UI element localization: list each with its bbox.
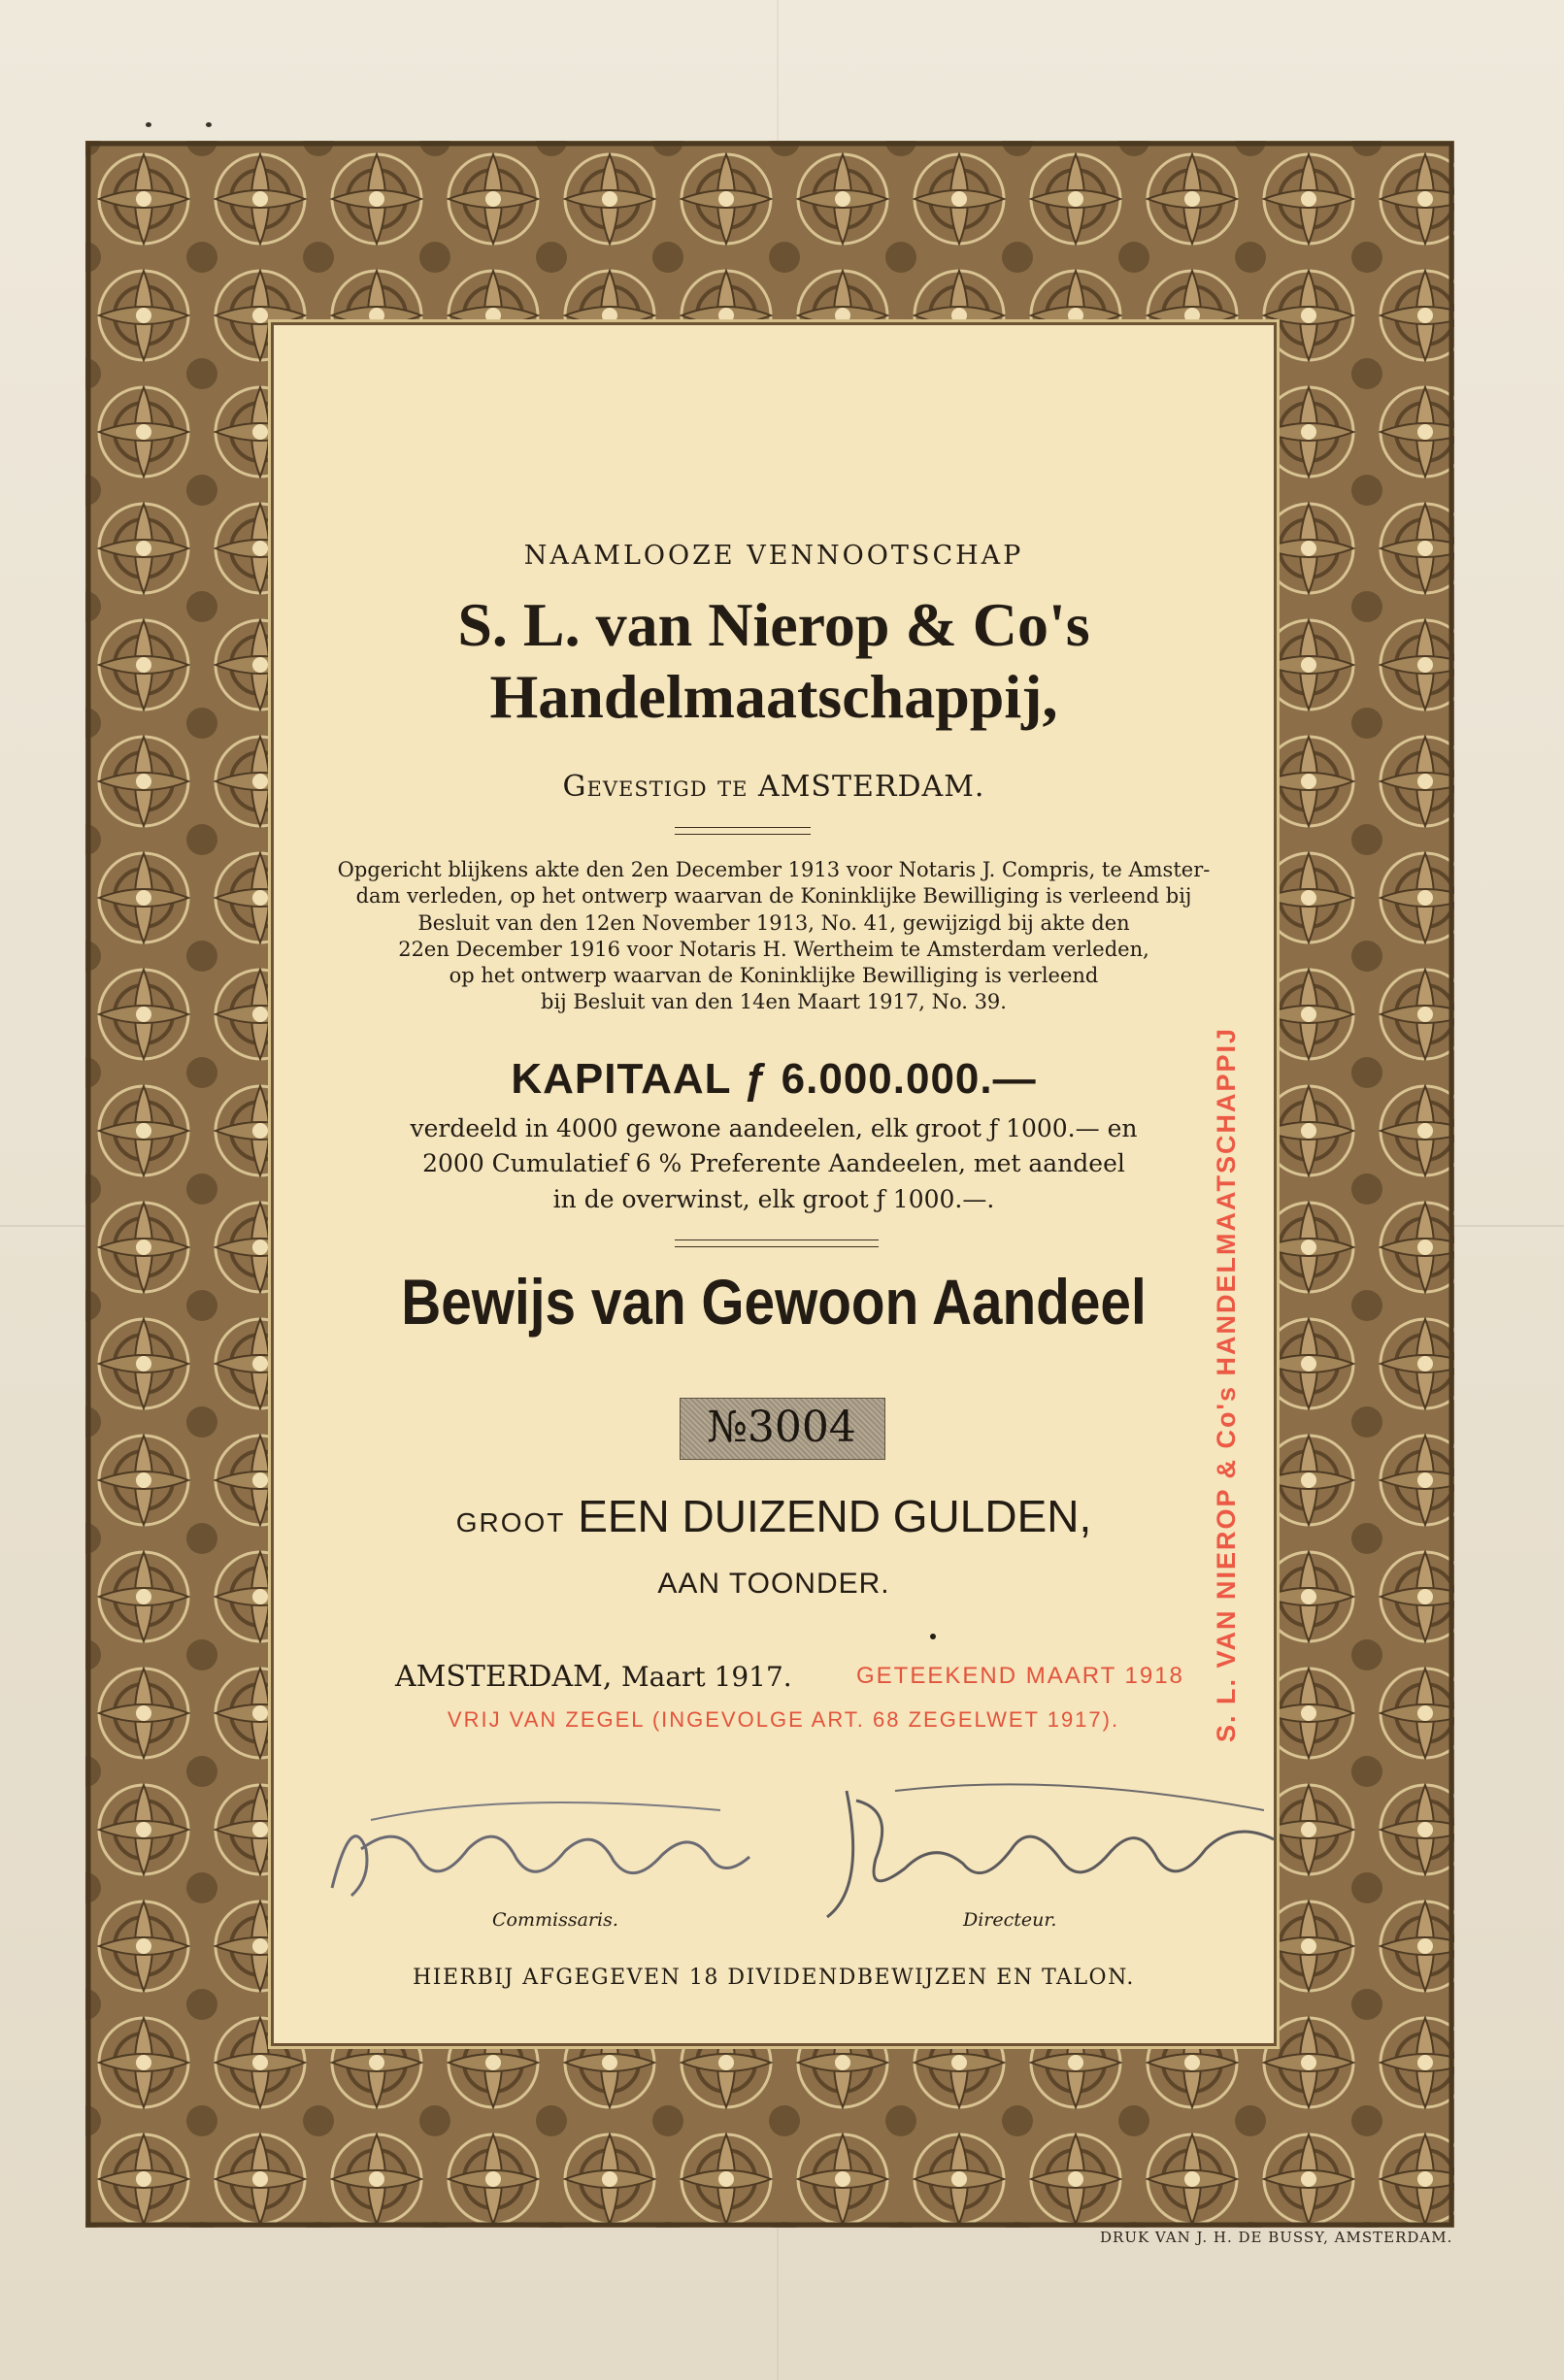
founding-line: op het ontwerp waarvan de Koninklijke Bewilliging is verleend <box>449 964 1099 988</box>
company-vertical-stamp: S. L. VAN NIEROP & Co's HANDELMAATSCHAPPIJ <box>1212 1027 1241 1742</box>
certificate-number: №3004 <box>707 1403 856 1452</box>
company-name-line2: Handelmaatschappij, <box>489 662 1058 732</box>
founding-text <box>274 857 1274 1016</box>
certificate-title: Bewijs van Gewoon Aandeel <box>401 1266 1147 1338</box>
capital-amount: KAPITAAL ƒ 6.000.000.— <box>511 1055 1037 1103</box>
founding-line: 22en December 1916 voor Notaris H. Wertheim te Amsterdam verleden, <box>398 937 1149 961</box>
dot-mark <box>930 1634 936 1639</box>
issue-place: AMSTERDAM, <box>395 1660 613 1694</box>
issue-place-date <box>395 1660 792 1694</box>
issue-date: Maart 1917. <box>620 1661 792 1693</box>
founding-line: Besluit van den 12en November 1913, No. 41, gewijzigd bij akte den <box>417 910 1130 935</box>
stamp-duty-note: VRIJ VAN ZEGEL (INGEVOLGE ART. 68 ZEGELWET 1917). <box>447 1707 1120 1732</box>
founding-line: bij Besluit van den 14en Maart 1917, No. 39. <box>541 990 1007 1014</box>
company-type: NAAMLOOZE VENNOOTSCHAP <box>523 541 1024 571</box>
division-line: verdeeld in 4000 gewone aandeelen, elk groot ƒ 1000.— en <box>410 1114 1138 1142</box>
certificate-content <box>274 325 1274 2043</box>
company-name <box>274 589 1274 733</box>
bearer-text: AAN TOONDER. <box>657 1568 890 1600</box>
divider <box>675 1240 879 1247</box>
punch-hole <box>206 122 212 127</box>
division-line: 2000 Cumulatief 6 % Preferente Aandeelen, met aandeel <box>422 1149 1125 1178</box>
division-line: in de overwinst, elk groot ƒ 1000.—. <box>552 1184 995 1213</box>
value-prefix: GROOT <box>455 1507 566 1537</box>
role-directeur: Directeur. <box>963 1909 1057 1931</box>
signature-directeur-icon <box>817 1771 1283 1927</box>
divider <box>675 827 811 835</box>
founding-line: dam verleden, op het ontwerp waarvan de Koninklijke Bewilliging is verleend bij <box>355 884 1192 909</box>
founding-line: Opgericht blijkens akte den 2en December 1913 voor Notaris J. Compris, te Amster- <box>337 858 1211 881</box>
signature-commissaris-icon <box>313 1781 779 1917</box>
signed-stamp: GETEEKEND MAART 1918 <box>856 1663 1184 1689</box>
printer-credit: DRUK VAN J. H. DE BUSSY, AMSTERDAM. <box>1100 2229 1453 2246</box>
share-value <box>274 1490 1274 1542</box>
coupons-note: HIERBIJ AFGEGEVEN 18 DIVIDENDBEWIJZEN EN TALON. <box>413 1966 1135 1990</box>
punch-hole <box>146 122 151 127</box>
share-division <box>274 1111 1274 1217</box>
company-seat: Gevestigd te AMSTERDAM. <box>562 770 985 804</box>
value-text: EEN DUIZEND GULDEN, <box>578 1491 1092 1541</box>
company-name-line1: S. L. van Nierop & Co's <box>457 590 1090 659</box>
role-commissaris: Commissaris. <box>492 1909 618 1931</box>
